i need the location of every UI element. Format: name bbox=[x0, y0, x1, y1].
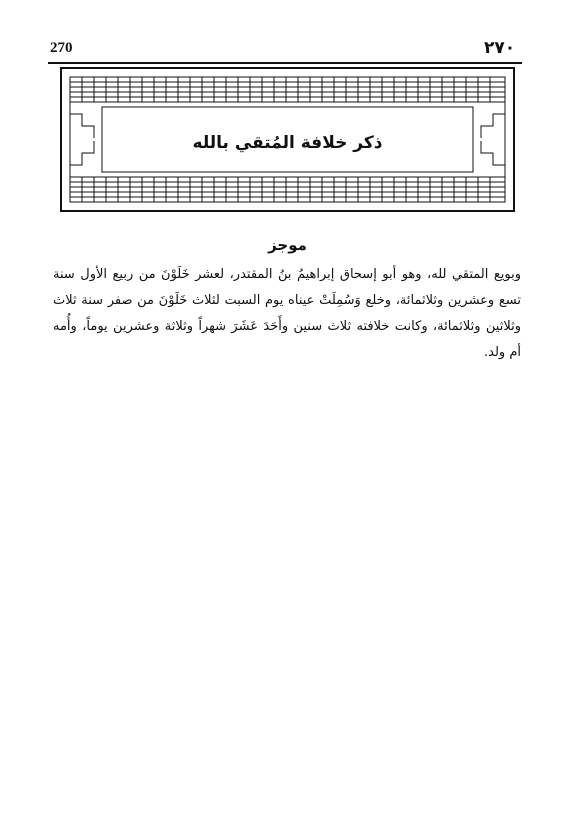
body-paragraph: وبويع المتقي لله، وهو أبو إسحاق إبراهيمُ بنُ المقتدر، لعشر خَلَوْنَ من ربيع الأول سنة تسع وعشرين وثلاثمائة، وخلع وَسُمِلَتْ عيناه يوم السبت لثلاث خَلَوْنَ من صفر سنة ثلاث وثلاثين وثلاثمائة، وكانت خلافته ثلاث سنين وأَحَدَ عَشَرَ شهراً وثلاثة وعشرين يوماً، وأُمه أم ولد. bbox=[53, 267, 521, 360]
chapter-title: ذكر خلافة المُتقي بالله bbox=[192, 133, 383, 153]
header-rule bbox=[48, 62, 522, 64]
section-heading: موجز bbox=[268, 236, 307, 254]
page-number-arabic: ٢٧٠ bbox=[484, 38, 516, 58]
page-number-latin: 270 bbox=[50, 40, 73, 56]
chapter-title-frame bbox=[60, 67, 515, 212]
